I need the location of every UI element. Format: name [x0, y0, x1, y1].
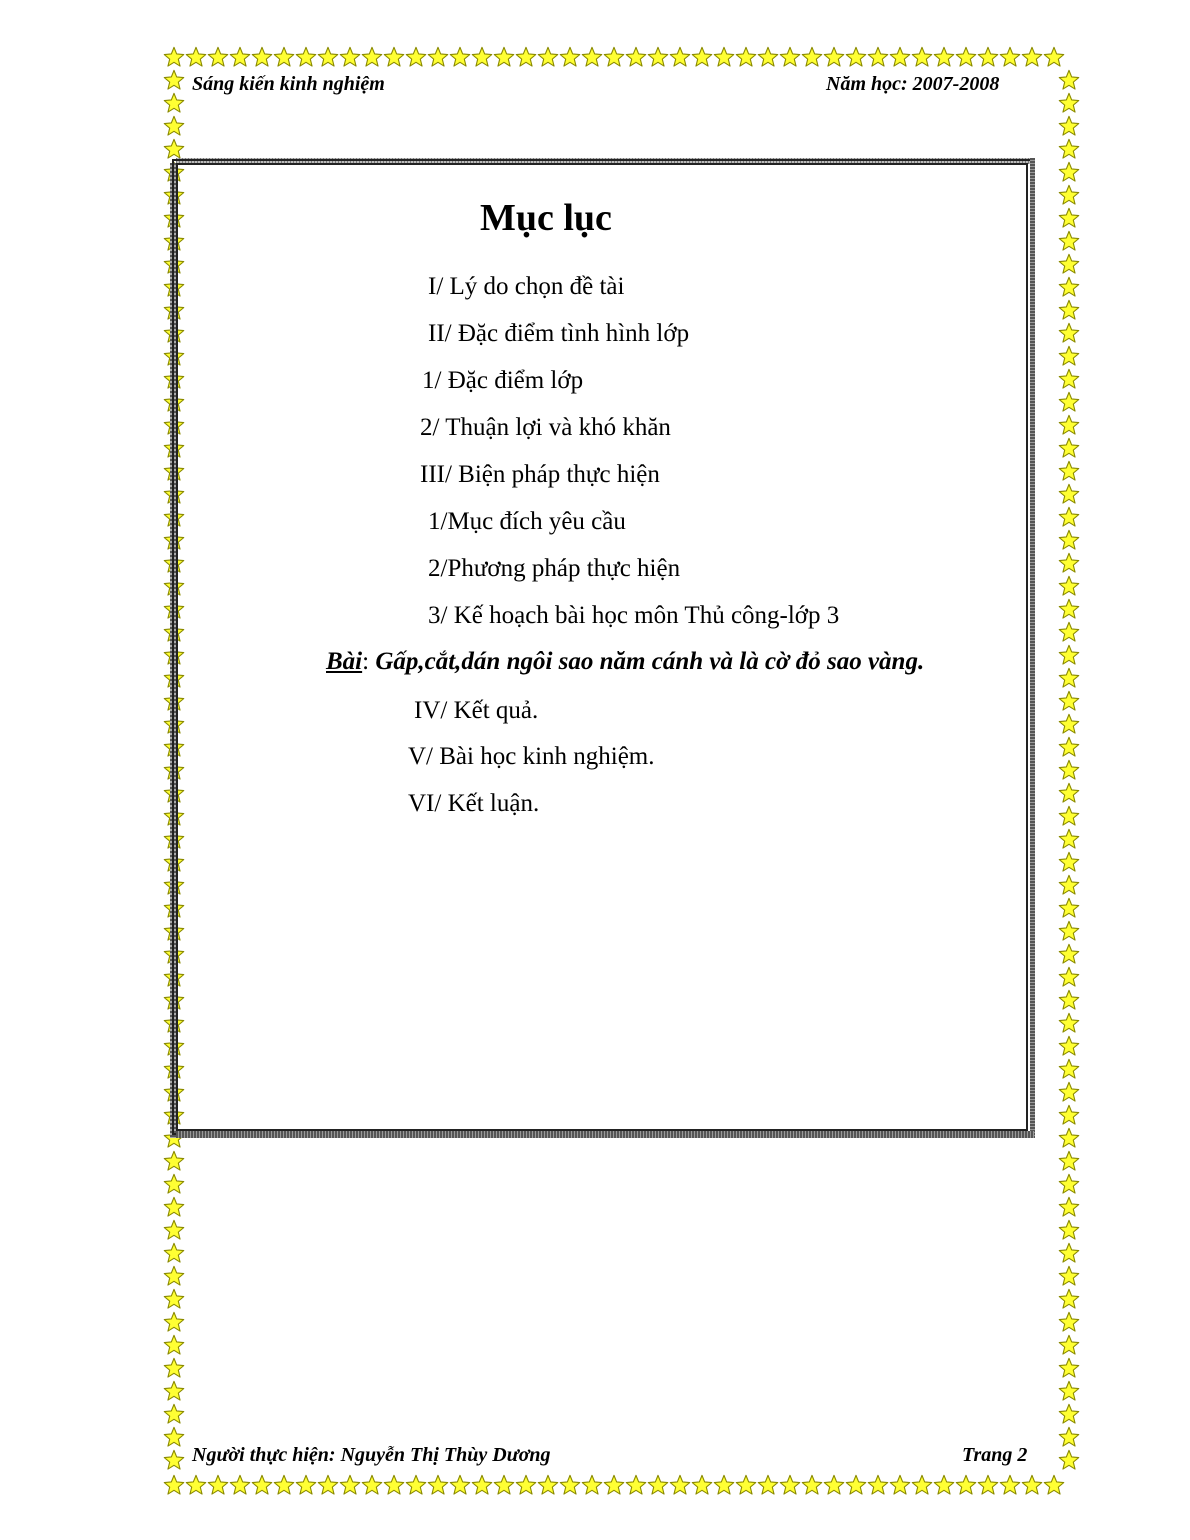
toc-item: V/ Bài học kinh nghiệm. [408, 743, 655, 770]
star-icon [317, 46, 339, 69]
star-icon [427, 1474, 449, 1497]
star-icon [295, 1474, 317, 1497]
star-icon [163, 1474, 185, 1497]
star-icon [955, 46, 977, 69]
star-icon [1058, 253, 1080, 276]
star-icon [1058, 1058, 1080, 1081]
star-icon [911, 1474, 933, 1497]
star-icon [163, 46, 185, 69]
star-icon [647, 1474, 669, 1497]
star-icon [757, 46, 779, 69]
star-icon [1058, 690, 1080, 713]
star-icon [1058, 713, 1080, 736]
star-icon [1058, 1035, 1080, 1058]
star-icon [515, 1474, 537, 1497]
star-icon [1058, 1265, 1080, 1288]
star-icon [933, 1474, 955, 1497]
star-border-bottom [163, 1474, 1065, 1497]
star-icon [471, 46, 493, 69]
lesson-separator: : [362, 648, 370, 675]
star-icon [273, 1474, 295, 1497]
star-icon [163, 1403, 185, 1426]
star-icon [581, 1474, 603, 1497]
star-icon [163, 69, 185, 92]
star-icon [1021, 46, 1043, 69]
lesson-title: Gấp,cắt,dán ngôi sao năm cánh và là cờ đỏ sao vàng. [375, 648, 925, 675]
star-icon [801, 1474, 823, 1497]
star-icon [515, 46, 537, 69]
star-icon [1058, 1403, 1080, 1426]
star-icon [471, 1474, 493, 1497]
star-icon [735, 46, 757, 69]
star-icon [1058, 943, 1080, 966]
star-icon [977, 46, 999, 69]
star-icon [1043, 46, 1065, 69]
star-icon [691, 46, 713, 69]
toc-item: VI/ Kết luận. [408, 790, 540, 817]
star-icon [163, 1242, 185, 1265]
star-icon [185, 46, 207, 69]
star-icon [339, 1474, 361, 1497]
star-icon [1058, 1311, 1080, 1334]
star-icon [163, 1173, 185, 1196]
star-icon [581, 46, 603, 69]
star-icon [537, 1474, 559, 1497]
star-icon [1058, 1426, 1080, 1449]
star-icon [1058, 207, 1080, 230]
star-icon [1058, 575, 1080, 598]
toc-item: 1/ Đặc điểm lớp [422, 367, 584, 394]
star-icon [163, 115, 185, 138]
star-icon [1058, 598, 1080, 621]
star-icon [1058, 1081, 1080, 1104]
star-icon [669, 46, 691, 69]
star-icon [1058, 414, 1080, 437]
toc-frame [176, 163, 1028, 1131]
header-school-year: Năm học: 2007-2008 [826, 73, 1000, 95]
star-icon [713, 46, 735, 69]
star-icon [669, 1474, 691, 1497]
star-icon [1058, 1449, 1080, 1472]
star-icon [933, 46, 955, 69]
star-icon [823, 1474, 845, 1497]
star-icon [911, 46, 933, 69]
star-icon [1058, 1196, 1080, 1219]
star-icon [625, 46, 647, 69]
toc-item: IV/ Kết quả. [414, 697, 539, 724]
frame-edge-right [1030, 158, 1035, 1138]
toc-item: III/ Biện pháp thực hiện [420, 461, 660, 488]
star-icon [1058, 805, 1080, 828]
star-icon [977, 1474, 999, 1497]
star-icon [1058, 391, 1080, 414]
toc-item: 2/ Thuận lợi và khó khăn [420, 414, 671, 441]
star-icon [1058, 828, 1080, 851]
star-icon [163, 92, 185, 115]
star-icon [845, 46, 867, 69]
star-icon [1058, 1242, 1080, 1265]
star-icon [163, 1426, 185, 1449]
star-icon [1058, 345, 1080, 368]
star-icon [867, 46, 889, 69]
star-icon [163, 1357, 185, 1380]
star-icon [823, 46, 845, 69]
star-icon [295, 46, 317, 69]
toc-item: 2/Phương pháp thực hiện [428, 555, 681, 582]
star-icon [1058, 621, 1080, 644]
toc-item: II/ Đặc điểm tình hình lớp [428, 320, 690, 347]
star-icon [889, 1474, 911, 1497]
toc-item: I/ Lý do chọn đề tài [428, 273, 625, 300]
star-icon [537, 46, 559, 69]
star-icon [625, 1474, 647, 1497]
star-icon [1058, 851, 1080, 874]
star-icon [449, 1474, 471, 1497]
star-icon [1058, 69, 1080, 92]
footer-page-number: Trang 2 [962, 1444, 1028, 1466]
star-icon [1058, 759, 1080, 782]
star-icon [867, 1474, 889, 1497]
star-icon [1058, 92, 1080, 115]
star-icon [603, 1474, 625, 1497]
star-icon [1058, 138, 1080, 161]
star-border-top [163, 46, 1065, 69]
star-icon [757, 1474, 779, 1497]
star-icon [229, 1474, 251, 1497]
star-icon [559, 1474, 581, 1497]
toc-item: 1/Mục đích yêu cầu [428, 508, 626, 535]
star-icon [779, 1474, 801, 1497]
star-icon [1058, 115, 1080, 138]
header-title: Sáng kiến kinh nghiệm [192, 73, 385, 95]
star-icon [383, 46, 405, 69]
star-icon [163, 1219, 185, 1242]
star-icon [1058, 1288, 1080, 1311]
star-icon [1058, 644, 1080, 667]
star-icon [713, 1474, 735, 1497]
star-icon [163, 1288, 185, 1311]
star-icon [735, 1474, 757, 1497]
star-icon [1058, 667, 1080, 690]
star-icon [383, 1474, 405, 1497]
star-icon [1058, 874, 1080, 897]
star-icon [1058, 1357, 1080, 1380]
star-icon [691, 1474, 713, 1497]
star-icon [1058, 1219, 1080, 1242]
star-icon [339, 46, 361, 69]
star-icon [1058, 782, 1080, 805]
star-icon [1058, 920, 1080, 943]
star-icon [1058, 506, 1080, 529]
star-icon [779, 46, 801, 69]
star-icon [317, 1474, 339, 1497]
star-icon [1021, 1474, 1043, 1497]
star-icon [1058, 460, 1080, 483]
star-icon [229, 46, 251, 69]
star-icon [405, 1474, 427, 1497]
star-icon [1058, 736, 1080, 759]
lesson-line [326, 648, 924, 676]
star-icon [405, 46, 427, 69]
star-icon [185, 1474, 207, 1497]
star-icon [647, 46, 669, 69]
star-icon [1058, 1012, 1080, 1035]
star-icon [163, 1265, 185, 1288]
star-icon [999, 1474, 1021, 1497]
star-border-right [1058, 69, 1080, 1472]
star-icon [207, 46, 229, 69]
star-icon [1058, 1127, 1080, 1150]
star-icon [1058, 299, 1080, 322]
star-icon [1058, 552, 1080, 575]
star-icon [207, 1474, 229, 1497]
star-icon [361, 46, 383, 69]
star-icon [1058, 897, 1080, 920]
star-icon [1058, 161, 1080, 184]
footer-author: Người thực hiện: Nguyễn Thị Thùy Dương [192, 1444, 551, 1466]
star-icon [163, 1196, 185, 1219]
star-icon [427, 46, 449, 69]
star-icon [163, 1449, 185, 1472]
star-icon [163, 1334, 185, 1357]
frame-edge-bottom [176, 1131, 1034, 1138]
star-icon [449, 46, 471, 69]
star-icon [1043, 1474, 1065, 1497]
star-icon [1058, 230, 1080, 253]
star-icon [1058, 1104, 1080, 1127]
star-icon [1058, 1173, 1080, 1196]
star-icon [955, 1474, 977, 1497]
toc-title: Mục lục [480, 197, 612, 239]
star-icon [163, 1380, 185, 1403]
star-icon [273, 46, 295, 69]
star-icon [1058, 322, 1080, 345]
star-icon [889, 46, 911, 69]
star-icon [845, 1474, 867, 1497]
star-icon [493, 1474, 515, 1497]
star-icon [163, 1311, 185, 1334]
star-icon [1058, 1334, 1080, 1357]
star-icon [493, 46, 515, 69]
star-icon [361, 1474, 383, 1497]
lesson-label: Bài [326, 648, 363, 675]
star-icon [603, 46, 625, 69]
star-icon [251, 46, 273, 69]
star-icon [559, 46, 581, 69]
star-icon [1058, 529, 1080, 552]
star-icon [1058, 1380, 1080, 1403]
toc-item: 3/ Kế hoạch bài học môn Thủ công-lớp 3 [428, 602, 840, 629]
star-icon [999, 46, 1021, 69]
star-icon [251, 1474, 273, 1497]
star-icon [1058, 276, 1080, 299]
star-icon [1058, 966, 1080, 989]
star-icon [1058, 483, 1080, 506]
star-icon [1058, 1150, 1080, 1173]
star-icon [1058, 368, 1080, 391]
star-icon [1058, 989, 1080, 1012]
star-icon [801, 46, 823, 69]
star-icon [1058, 184, 1080, 207]
star-icon [1058, 437, 1080, 460]
star-icon [163, 1150, 185, 1173]
